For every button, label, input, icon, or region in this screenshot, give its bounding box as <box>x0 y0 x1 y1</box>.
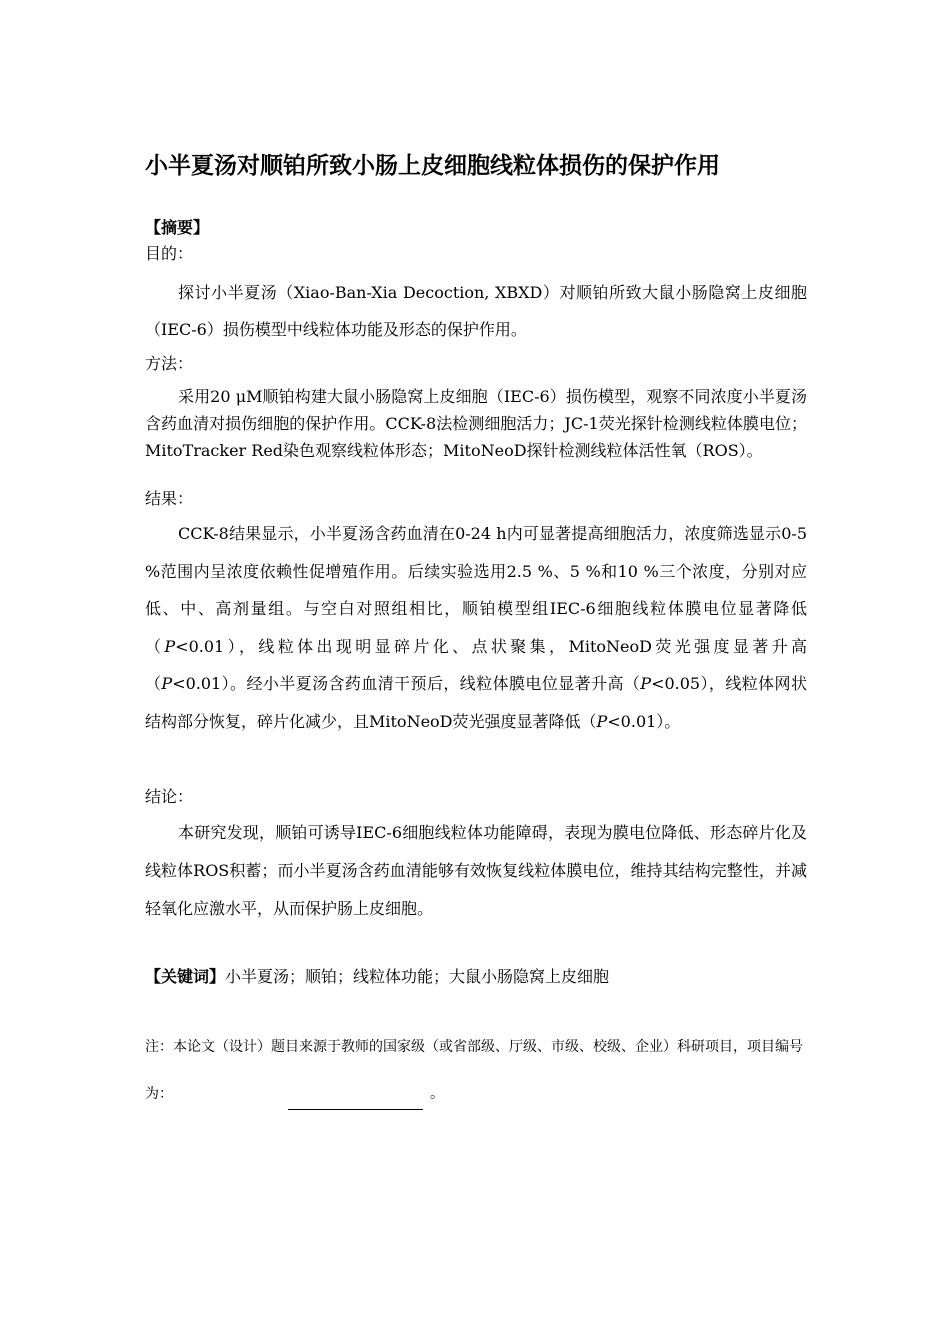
conclusion-paragraph: 本研究发现，顺铂可诱导IEC-6细胞线粒体功能障碍，表现为膜电位降低、形态碎片化及线粒体ROS积蓄；而小半夏汤含药血清能够有效恢复线粒体膜电位，维持其结构完整性，并减轻氧化应激水平，从而保护肠上皮细胞。 <box>145 823 807 918</box>
p-value-symbol: P <box>161 674 173 693</box>
objective-paragraph: 探讨小半夏汤（Xiao-Ban-Xia Decoction, XBXD）对顺铂所致大鼠小肠隐窝上皮细胞（IEC-6）损伤模型中线粒体功能及形态的保护作用。 <box>145 283 807 339</box>
results-label: 结果： <box>145 489 194 508</box>
p-value-symbol: P <box>164 636 176 656</box>
keywords-label: 【关键词】 <box>145 967 226 986</box>
results-paragraph <box>145 515 807 740</box>
keywords-text: 小半夏汤；顺铂；线粒体功能；大鼠小肠隐窝上皮细胞 <box>225 967 610 986</box>
abstract-heading: 【摘要】 <box>145 218 210 237</box>
footnote: 注：本论文（设计）题目来源于教师的国家级（或省部级、厅级、市级、校级、企业）科研项目，项目编号 <box>145 1039 803 1055</box>
results-text-5: <0.01）。 <box>607 711 681 731</box>
objective-label: 目的： <box>145 244 194 263</box>
results-text-2: <0.01），线粒体出现明显碎片化、点状聚集，MitoNeoD荧光强度显著升高（ <box>145 636 807 693</box>
p-value-symbol: P <box>596 711 608 731</box>
results-text-3: <0.01）。经小半夏汤含药血清干预后，线粒体膜电位显著升高（ <box>172 674 641 693</box>
footnote-tail: 为： <box>145 1086 173 1102</box>
footnote-end: 。 <box>430 1086 444 1102</box>
project-number-blank <box>288 1109 423 1110</box>
p-value-symbol: P <box>640 674 652 693</box>
keywords-line <box>145 963 609 991</box>
results-text-1: CCK-8结果显示，小半夏汤含药血清在0-24 h内可显著提高细胞活力，浓度筛选显示0-5 %范围内呈浓度依赖性促增殖作用。后续实验选用2.5 %、5 %和10 %三个浓度，分别对应低、中、高剂量组。与空白对照组相比，顺铂模型组IEC-6细胞线粒体膜电位显著降低（ <box>145 524 807 656</box>
methods-label: 方法： <box>145 354 194 373</box>
results-text-4: <0.05），线粒体网状结构部分恢复，碎片化减少，且MitoNeoD荧光强度显著降低（ <box>145 674 807 731</box>
paper-title: 小半夏汤对顺铂所致小肠上皮细胞线粒体损伤的保护作用 <box>145 153 720 179</box>
conclusion-label: 结论： <box>145 787 194 806</box>
methods-paragraph: 采用20 μM顺铂构建大鼠小肠隐窝上皮细胞（IEC-6）损伤模型，观察不同浓度小半夏汤含药血清对损伤细胞的保护作用。CCK-8法检测细胞活力；JC-1荧光探针检测线粒体膜电位；MitoTracker Red染色观察线粒体形态；MitoNeoD探针检测线粒体活性氧（ROS）。 <box>145 387 807 460</box>
